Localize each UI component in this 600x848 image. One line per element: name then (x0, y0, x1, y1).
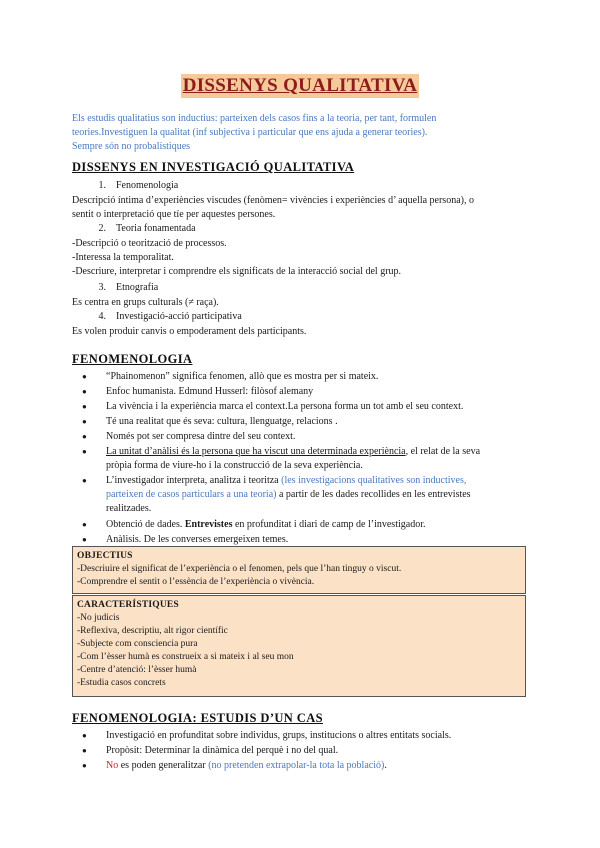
iap-description (72, 325, 532, 339)
text-line: -Descriure, interpretar i comprendre els significats de la interacció social del grup. (72, 266, 402, 278)
page-title: DISSENYS QUALITATIVA (182, 75, 418, 96)
text-line: -Descripció o teorització de processos. (72, 238, 227, 249)
list-item-text: Enfoc humanista. Edmund Husserl: filòsof alemany (106, 386, 314, 397)
box-heading: OBJECTIUS (77, 551, 133, 561)
numbered-item (72, 281, 532, 295)
box-line: -Comprendre el sentit o l’essència de l’experiència o vivència. (77, 577, 315, 587)
bullet-icon: ● (82, 476, 87, 485)
bullet-icon: ● (82, 447, 87, 456)
numbered-item (72, 222, 532, 236)
list-item (82, 744, 532, 758)
box-heading: CARACTERÍSTIQUES (77, 600, 179, 610)
text-span: es poden generalitzar (118, 760, 209, 771)
fenomenologia-description (72, 194, 532, 222)
list-item-text: Només pot ser compresa dintre del seu context. (106, 431, 296, 442)
box-line: -Centre d’atenció: l’èsser humà (77, 665, 197, 675)
item-label: Etnografia (116, 282, 159, 293)
item-label: Fenomenologia (116, 180, 179, 191)
intro-line: teories.Investiguen la qualitat (inf subjectiva i particular que ens ajuda a generar teories). (72, 127, 428, 139)
bullet-icon: ● (82, 387, 87, 396)
intro-line: Sempre són no probalístiques (72, 141, 191, 153)
bullet-icon: ● (82, 761, 87, 770)
text-span: , el relat de la seva (405, 446, 481, 457)
bullet-icon: ● (82, 731, 87, 740)
text-line: sentit o interpretació que tíe per aquestes persones. (72, 209, 276, 221)
etnografia-description (72, 296, 532, 310)
numbered-item (72, 310, 532, 324)
text-line: Es centra en grups culturals (≠ raça). (72, 297, 219, 308)
bullet-icon: ● (82, 520, 87, 529)
list-item-text: “Phainomenon” significa fenomen, allò que es mostra per si mateix. (106, 371, 379, 382)
box-line: -No judicis (77, 613, 120, 623)
page-title-wrap (0, 74, 600, 98)
list-item-text (106, 445, 532, 473)
bullet-icon: ● (82, 746, 87, 755)
text-span: . (384, 760, 387, 771)
caracteristiques-box (72, 595, 526, 697)
item-number: 3. (98, 282, 106, 293)
objectius-box (72, 546, 526, 594)
blue-note: (no pretenden extrapolar-la tota la població) (208, 760, 385, 771)
red-word: No (106, 760, 119, 771)
list-item (82, 415, 532, 429)
item-number: 4. (98, 311, 106, 322)
item-label: Investigació-acció participativa (116, 311, 242, 322)
item-number: 2. (98, 223, 106, 234)
text-span: realitzades. (106, 503, 152, 515)
blue-note: (les investigacions qualitatives son inductives, (281, 475, 467, 486)
section-heading-dissenys: DISSENYS EN INVESTIGACIÓ QUALITATIVA (72, 160, 355, 174)
box-line: -Com l’èsser humà es construeix a si mateix i al seu mon (77, 652, 294, 662)
section-heading-fenomenologia: FENOMENOLOGIA (72, 352, 193, 366)
section-heading-estudis-cas: FENOMENOLOGIA: ESTUDIS D’UN CAS (72, 711, 323, 725)
list-item-text (106, 759, 532, 773)
blue-note: parteixen de casos particulars a una teoria) (106, 489, 277, 501)
list-item (82, 400, 532, 414)
box-line: -Subjecte com consciencia pura (77, 639, 198, 649)
list-item (82, 370, 532, 384)
item-label: Teoria fonamentada (116, 223, 196, 234)
text-line: Descripció íntima d’experiències viscudes (fenòmen= vivències i experiències d’ aquella persona), o (72, 195, 474, 206)
list-item-text: Investigació en profunditat sobre individus, grups, institucions o altres entitats socials. (106, 730, 452, 741)
bold-term: Entrevistes (184, 519, 233, 530)
list-item-text: Propòsit: Determinar la dinàmica del perquè i no del qual. (106, 745, 339, 756)
list-item-text: La vivència i la experiència marca el context.La persona forma un tot amb el seu context. (106, 401, 464, 412)
text-span: Obtenció de dades. (106, 519, 185, 530)
text-span: L’investigador interpreta, analitza i teoritza (106, 475, 282, 486)
list-item (82, 759, 532, 773)
list-item-text: Anàlisis. De les converses emergeixen temes. (106, 534, 289, 545)
box-line: -Estudia casos concrets (77, 678, 166, 688)
list-item-text: Té una realitat que és seva: cultura, llenguatge, relacions . (106, 416, 338, 427)
text-span: en profunditat i diari de camp de l’investigador. (232, 519, 426, 530)
box-line: -Reflexiva, descriptiu, alt rigor científic (77, 626, 228, 636)
box-line: -Descriuire el significat de l’experiència o el fenomen, pels que l’han tinguy o viscut. (77, 564, 402, 574)
list-item (82, 430, 532, 444)
list-item (82, 385, 532, 399)
intro-paragraph (72, 112, 532, 155)
intro-line: Els estudis qualitatius son inductius: parteixen dels casos fins a la teoria, per tant, formulen (72, 113, 437, 124)
teoria-description (72, 237, 532, 280)
text-span: pròpia forma de viure-ho i la construcció de la seva experiència. (106, 460, 363, 472)
list-item-text (106, 518, 532, 532)
list-item (82, 518, 532, 532)
item-number: 1. (98, 180, 106, 191)
bullet-icon: ● (82, 372, 87, 381)
text-line: -Interessa la temporalitat. (72, 252, 174, 264)
list-item (82, 474, 532, 517)
text-line: Es volen produir canvis o empoderament dels participants. (72, 326, 307, 337)
bullet-icon: ● (82, 432, 87, 441)
list-item (82, 445, 532, 473)
list-item (82, 729, 532, 743)
underlined-phrase: La unitat d’anàlisi és la persona que ha viscut una determinada experiència (106, 446, 406, 457)
numbered-item (72, 179, 532, 193)
text-span: a partir de les dades recollides en les entrevistes (276, 489, 471, 501)
list-item-text (106, 474, 532, 517)
bullet-icon: ● (82, 535, 87, 544)
bullet-icon: ● (82, 417, 87, 426)
bullet-icon: ● (82, 402, 87, 411)
